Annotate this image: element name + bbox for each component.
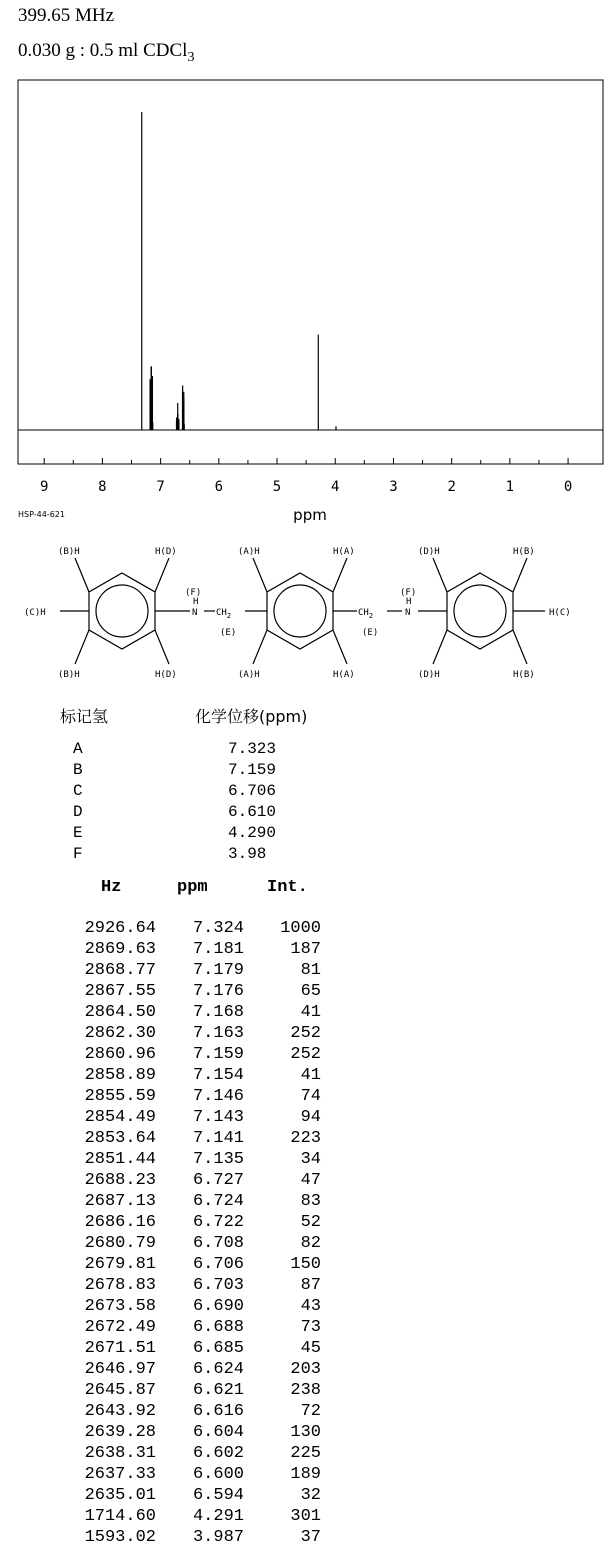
peak-hz: 2678.83 [84, 1276, 156, 1295]
peak-ppm: 6.604 [192, 1423, 244, 1442]
peak-intensity: 223 [290, 1129, 321, 1148]
table-row [0, 1255, 613, 1276]
peak-ppm: 6.616 [192, 1402, 244, 1421]
assignment-label: B [73, 761, 83, 779]
plot-frame [18, 80, 603, 464]
label-d-h-left-bot: H(D) [155, 670, 177, 680]
peak-intensity: 130 [290, 1423, 321, 1442]
peak-hz: 2639.28 [84, 1423, 156, 1442]
peak-hz: 2638.31 [84, 1444, 156, 1463]
sample-concentration-text: 0.030 g : 0.5 ml CDCl [18, 40, 188, 61]
label-e-1: (E) [220, 628, 237, 638]
peak-hz: 2860.96 [84, 1045, 156, 1064]
peak-intensity: 52 [300, 1213, 321, 1232]
peak-ppm: 6.594 [192, 1486, 244, 1505]
peak-ppm: 6.727 [192, 1171, 244, 1190]
table-row [0, 1003, 613, 1024]
ch-text-1: CH [216, 608, 227, 618]
peak-ppm: 7.324 [192, 919, 244, 938]
label-n-2: N [405, 608, 411, 618]
peak-hz: 2869.63 [84, 940, 156, 959]
peak-intensity: 81 [300, 961, 321, 980]
peak-ppm: 6.706 [192, 1255, 244, 1274]
peak-hz: 2645.87 [84, 1381, 156, 1400]
label-f-1: (F) [185, 588, 202, 598]
peak-intensity: 72 [300, 1402, 321, 1421]
peak-ppm: 7.181 [192, 940, 244, 959]
peak-ppm: 6.703 [192, 1276, 244, 1295]
peak-ppm: 4.291 [192, 1507, 244, 1526]
label-ch2-1 [216, 608, 231, 620]
table-row [0, 1465, 613, 1486]
table-row [0, 1486, 613, 1507]
table-row [0, 961, 613, 982]
peak-intensity: 252 [290, 1024, 321, 1043]
label-b-h-left-top: (B)H [58, 547, 80, 557]
assignment-label: C [73, 782, 83, 800]
table-row [0, 1318, 613, 1339]
assignment-shift: 3.98 [228, 845, 267, 863]
peak-intensity: 83 [300, 1192, 321, 1211]
ch-text-2: CH [358, 608, 369, 618]
table-row [0, 1171, 613, 1192]
peak-ppm: 7.135 [192, 1150, 244, 1169]
peak-ppm: 6.621 [192, 1381, 244, 1400]
peak-hz: 2867.55 [84, 982, 156, 1001]
peak-intensity: 225 [290, 1444, 321, 1463]
peak-intensity: 45 [300, 1339, 321, 1358]
peak-intensity: 47 [300, 1171, 321, 1190]
label-d-h-right-bot: (D)H [418, 670, 440, 680]
label-ch2-2 [358, 608, 373, 620]
peak-ppm: 6.708 [192, 1234, 244, 1253]
peak-lines [142, 112, 336, 430]
peak-hz: 2854.49 [84, 1108, 156, 1127]
x-tick-label: 1 [505, 479, 515, 495]
label-a-h-mid-top-right: H(A) [333, 547, 355, 557]
table-row [0, 1108, 613, 1129]
label-b-h-right-bot: H(B) [513, 670, 535, 680]
peak-intensity: 37 [300, 1528, 321, 1547]
x-axis-label: ppm [293, 506, 327, 524]
peak-intensity: 187 [290, 940, 321, 959]
label-h-n-2: H [406, 597, 412, 607]
benzene-ring-middle [267, 573, 333, 649]
label-d-h-right-top: (D)H [418, 547, 440, 557]
peak-intensity: 43 [300, 1297, 321, 1316]
peak-hz: 2673.58 [84, 1297, 156, 1316]
peak-intensity: 87 [300, 1276, 321, 1295]
peak-hz: 2679.81 [84, 1255, 156, 1274]
label-h-n-1: H [193, 597, 199, 607]
nmr-spectrum-chart [0, 0, 613, 530]
peak-hz: 2686.16 [84, 1213, 156, 1232]
peak-hz: 2862.30 [84, 1024, 156, 1043]
peak-hz: 2671.51 [84, 1339, 156, 1358]
table-row [0, 1234, 613, 1255]
table-row [0, 1024, 613, 1045]
x-axis-ticks [44, 458, 568, 464]
assignment-shift: 4.290 [228, 824, 277, 842]
peak-hz: 2864.50 [84, 1003, 156, 1022]
label-d-h-left-top: H(D) [155, 547, 177, 557]
peak-ppm: 7.154 [192, 1066, 244, 1085]
x-tick-label: 5 [272, 479, 282, 495]
peak-intensity: 74 [300, 1087, 321, 1106]
table-row [0, 1444, 613, 1465]
peak-ppm: 6.722 [192, 1213, 244, 1232]
x-tick-label: 2 [447, 479, 456, 495]
peak-ppm: 6.624 [192, 1360, 244, 1379]
assignment-shift: 6.706 [228, 782, 277, 800]
label-n-1: N [192, 608, 198, 618]
peak-hz: 2646.97 [84, 1360, 156, 1379]
peak-hz: 2853.64 [84, 1129, 156, 1148]
peak-hz: 1593.02 [84, 1528, 156, 1547]
peak-ppm: 3.987 [192, 1528, 244, 1547]
peak-intensity: 238 [290, 1381, 321, 1400]
ch-sub-1: 2 [226, 612, 232, 620]
sample-id: HSP-44-621 [18, 510, 65, 519]
table-row [0, 1276, 613, 1297]
table-row [0, 1213, 613, 1234]
label-a-h-mid-bot-right: H(A) [333, 670, 355, 680]
benzene-ring-right [447, 573, 513, 649]
x-tick-label: 8 [98, 479, 107, 495]
peak-intensity: 41 [300, 1066, 321, 1085]
peak-intensity: 150 [290, 1255, 321, 1274]
x-tick-label: 7 [156, 479, 165, 495]
peak-hz: 2851.44 [84, 1150, 156, 1169]
table-row [0, 1339, 613, 1360]
peak-intensity: 73 [300, 1318, 321, 1337]
peak-hz: 2687.13 [84, 1192, 156, 1211]
table-row [0, 1423, 613, 1444]
table-row [0, 1507, 613, 1528]
peak-hz: 2858.89 [84, 1066, 156, 1085]
peak-intensity: 41 [300, 1003, 321, 1022]
peak-hz: 2672.49 [84, 1318, 156, 1337]
label-c-h-left: (C)H [24, 608, 46, 618]
label-c-h-right: H(C) [549, 608, 571, 618]
x-tick-label: 3 [389, 479, 398, 495]
assignment-label: A [73, 740, 83, 758]
peak-intensity: 94 [300, 1108, 321, 1127]
peak-intensity: 65 [300, 982, 321, 1001]
peak-intensity: 32 [300, 1486, 321, 1505]
benzene-ring-left [89, 573, 155, 649]
table-row [0, 940, 613, 961]
x-tick-label: 9 [39, 479, 49, 495]
assignment-shift-header: 化学位移(ppm) [195, 707, 308, 726]
peak-hz: 2926.64 [84, 919, 156, 938]
spectrometer-frequency: 399.65 MHz [18, 5, 115, 26]
label-b-h-left-bot: (B)H [58, 670, 80, 680]
table-row [0, 1066, 613, 1087]
peak-intensity: 82 [300, 1234, 321, 1253]
x-tick-label: 6 [214, 479, 224, 495]
peak-table-hz-header: Hz [101, 878, 122, 897]
peak-hz: 2643.92 [84, 1402, 156, 1421]
assignment-shift: 7.159 [228, 761, 277, 779]
peak-ppm: 7.163 [192, 1024, 244, 1043]
table-row [0, 1402, 613, 1423]
peak-table-ppm-header: ppm [177, 878, 208, 897]
label-a-h-mid-top-left: (A)H [238, 547, 260, 557]
peak-intensity: 252 [290, 1045, 321, 1064]
peak-intensity: 34 [300, 1150, 321, 1169]
peak-ppm: 6.602 [192, 1444, 244, 1463]
peak-ppm: 7.179 [192, 961, 244, 980]
table-row [0, 1045, 613, 1066]
label-e-2: (E) [362, 628, 379, 638]
sample-subscript: 3 [187, 49, 195, 65]
assignment-label: E [73, 824, 83, 842]
peak-ppm: 6.690 [192, 1297, 244, 1316]
peak-hz: 2688.23 [84, 1171, 156, 1190]
assignment-label: D [73, 803, 83, 821]
peak-hz: 2637.33 [84, 1465, 156, 1484]
peak-hz: 2635.01 [84, 1486, 156, 1505]
label-b-h-right-top: H(B) [513, 547, 535, 557]
peak-intensity: 301 [290, 1507, 321, 1526]
table-row [0, 919, 613, 940]
peak-ppm: 6.600 [192, 1465, 244, 1484]
peak-intensity: 203 [290, 1360, 321, 1379]
x-tick-label: 0 [563, 479, 573, 495]
table-row [0, 1297, 613, 1318]
table-row [0, 1381, 613, 1402]
label-a-h-mid-bot-left: (A)H [238, 670, 260, 680]
molecular-structure [0, 540, 613, 690]
peak-ppm: 7.143 [192, 1108, 244, 1127]
table-row [0, 1150, 613, 1171]
assignment-label-header: 标记氢 [60, 707, 109, 726]
peak-intensity: 189 [290, 1465, 321, 1484]
peak-ppm: 7.146 [192, 1087, 244, 1106]
peak-ppm: 6.685 [192, 1339, 244, 1358]
assignment-shift: 7.323 [228, 740, 277, 758]
table-row [0, 1360, 613, 1381]
peak-hz: 2680.79 [84, 1234, 156, 1253]
assignment-shift: 6.610 [228, 803, 277, 821]
ch-sub-2: 2 [368, 612, 374, 620]
peak-hz: 1714.60 [84, 1507, 156, 1526]
peak-intensity: 1000 [280, 919, 321, 938]
peak-ppm: 7.176 [192, 982, 244, 1001]
x-axis-tick-labels [40, 479, 572, 495]
table-row [0, 1129, 613, 1150]
peak-table-int-header: Int. [267, 878, 308, 897]
table-row [0, 1192, 613, 1213]
assignment-label: F [73, 845, 83, 863]
structure-labels [24, 547, 571, 680]
peak-ppm: 7.141 [192, 1129, 244, 1148]
peak-hz: 2868.77 [84, 961, 156, 980]
peak-ppm: 7.168 [192, 1003, 244, 1022]
peak-hz: 2855.59 [84, 1087, 156, 1106]
table-row [0, 1528, 613, 1549]
peak-ppm: 7.159 [192, 1045, 244, 1064]
table-row [0, 1087, 613, 1108]
peak-ppm: 6.724 [192, 1192, 244, 1211]
peak-ppm: 6.688 [192, 1318, 244, 1337]
x-tick-label: 4 [331, 479, 340, 495]
table-row [0, 982, 613, 1003]
label-f-2: (F) [400, 588, 417, 598]
